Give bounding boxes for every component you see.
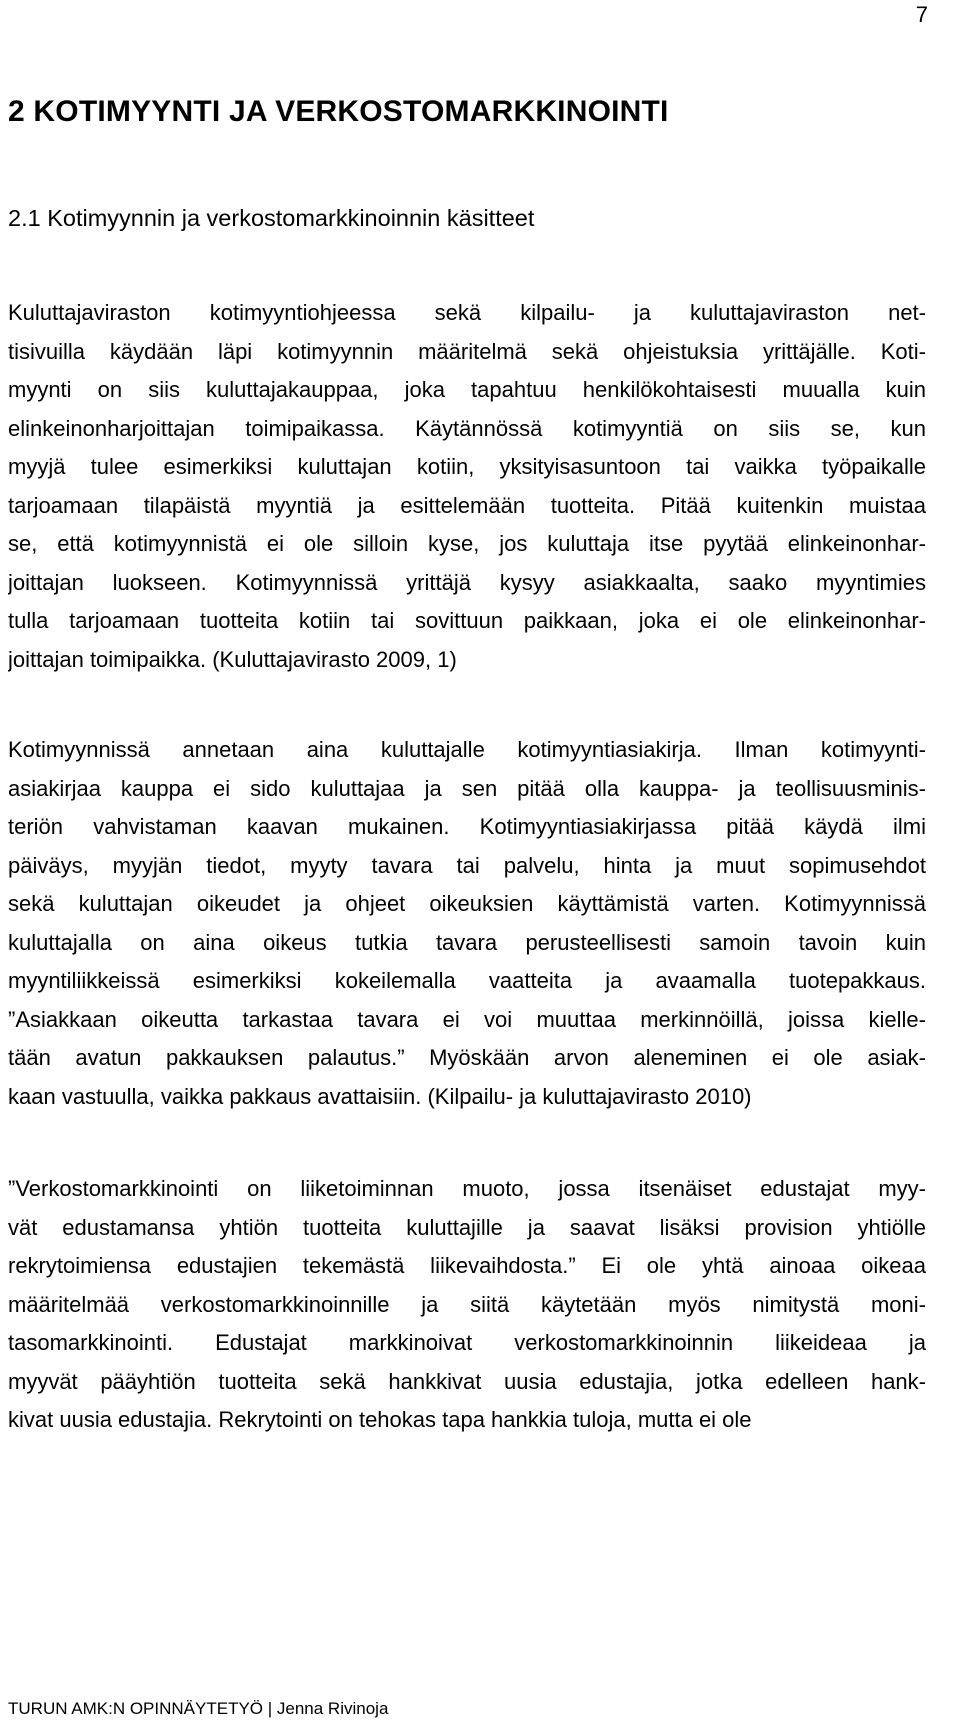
text-line: teriön vahvistaman kaavan mukainen. Kotimyyntiasiakirjassa pitää käydä ilmi: [8, 814, 926, 839]
text-line: ”Asiakkaan oikeutta tarkastaa tavara ei voi muuttaa merkinnöillä, joissa kielle-: [8, 1006, 926, 1032]
text-line: kaan vastuulla, vaikka pakkaus avattaisiin. (Kilpailu- ja kuluttajavirasto 2010): [8, 1083, 752, 1109]
text-line: asiakirjaa kauppa ei sido kuluttajaa ja sen pitää olla kauppa- ja teollisuusminis-: [8, 775, 926, 801]
text-line: myyjä tulee esimerkiksi kuluttajan kotiin, yksityisasuntoon tai vaikka työpaikalle: [8, 454, 926, 479]
text-line: tisivuilla käydään läpi kotimyynnin määritelmä sekä ohjeistuksia yrittäjälle. Koti-: [8, 338, 926, 364]
text-line: tään avatun pakkauksen palautus.” Myöskään arvon aleneminen ei ole asiak-: [8, 1045, 926, 1070]
section-heading: 2.1 Kotimyynnin ja verkostomarkkinoinnin käsitteet: [8, 205, 535, 231]
text-line: sekä kuluttajan oikeudet ja ohjeet oikeuksien käyttämistä varten. Kotimyynnissä: [8, 891, 926, 916]
text-line: joittajan luokseen. Kotimyynnissä yrittäjä kysyy asiakkaalta, saako myyntimies: [8, 569, 926, 595]
chapter-heading: 2 KOTIMYYNTI JA VERKOSTOMARKKINOINTI: [8, 95, 669, 128]
text-line: elinkeinonharjoittajan toimipaikassa. Käytännössä kotimyyntiä on siis se, kun: [8, 415, 926, 441]
text-line: myyvät pääyhtiön tuotteita sekä hankkivat uusia edustajia, jotka edelleen hank-: [8, 1368, 926, 1394]
body-paragraph: [8, 294, 926, 679]
text-line: Kotimyynnissä annetaan aina kuluttajalle kotimyyntiasiakirja. Ilman kotimyynti-: [8, 737, 926, 762]
text-line: tarjoamaan tilapäistä myyntiä ja esittelemään tuotteita. Pitää kuitenkin muistaa: [8, 492, 926, 518]
text-line: myynti on siis kuluttajakauppaa, joka tapahtuu henkilökohtaisesti muualla kuin: [8, 377, 926, 402]
text-line: kuluttajalla on aina oikeus tutkia tavara perusteellisesti samoin tavoin kuin: [8, 929, 926, 955]
footer-author-line: TURUN AMK:N OPINNÄYTETYÖ | Jenna Rivinoja: [8, 1699, 389, 1718]
body-paragraph: [8, 731, 926, 1116]
text-line: päiväys, myyjän tiedot, myyty tavara tai palvelu, hinta ja muut sopimusehdot: [8, 852, 926, 878]
text-line: kivat uusia edustajia. Rekrytointi on tehokas tapa hankkia tuloja, mutta ei ole: [8, 1407, 752, 1432]
text-line: vät edustamansa yhtiön tuotteita kuluttajille ja saavat lisäksi provision yhtiölle: [8, 1214, 926, 1240]
body-paragraph: [8, 1170, 926, 1440]
text-line: rekrytoimiensa edustajien tekemästä liikevaihdosta.” Ei ole yhtä ainoaa oikeaa: [8, 1253, 926, 1278]
text-line: Kuluttajaviraston kotimyyntiohjeessa sekä kilpailu- ja kuluttajaviraston net-: [8, 300, 926, 325]
text-line: määritelmää verkostomarkkinoinnille ja siitä käytetään myös nimitystä moni-: [8, 1291, 926, 1317]
page-number: 7: [915, 2, 928, 27]
text-line: ”Verkostomarkkinointi on liiketoiminnan muoto, jossa itsenäiset edustajat myy-: [8, 1176, 926, 1201]
text-line: myyntiliikkeissä esimerkiksi kokeilemalla vaatteita ja avaamalla tuotepakkaus.: [8, 968, 926, 993]
text-line: tulla tarjoamaan tuotteita kotiin tai sovittuun paikkaan, joka ei ole elinkeinonhar-: [8, 608, 926, 633]
text-line: tasomarkkinointi. Edustajat markkinoivat verkostomarkkinoinnin liikeideaa ja: [8, 1330, 926, 1355]
text-line: joittajan toimipaikka. (Kuluttajavirasto 2009, 1): [8, 646, 457, 672]
text-line: se, että kotimyynnistä ei ole silloin kyse, jos kuluttaja itse pyytää elinkeinonhar-: [8, 531, 926, 556]
